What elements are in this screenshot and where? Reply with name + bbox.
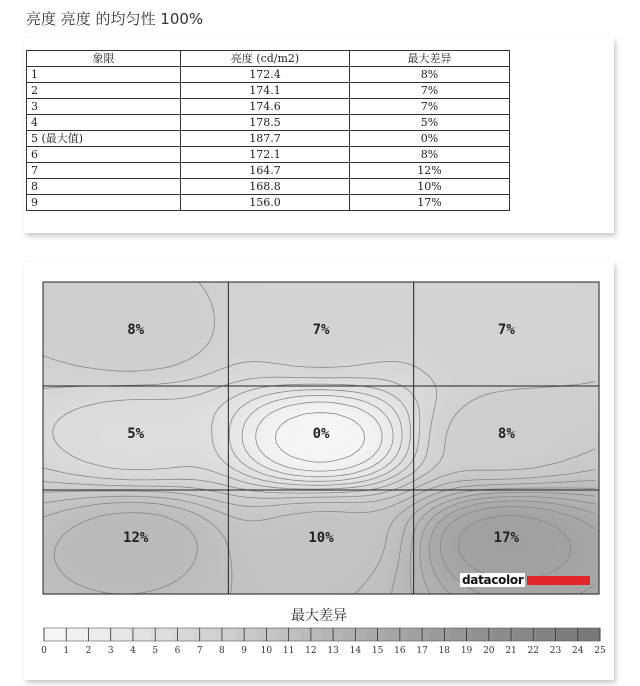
cell-max-difference: 0%	[350, 131, 510, 147]
cell-luminance: 168.8	[181, 179, 350, 195]
quadrant-label: 7%	[497, 322, 515, 338]
quadrant-label: 12%	[123, 530, 149, 546]
legend-tick-label: 10	[260, 646, 273, 656]
legend-tick-label: 15	[371, 646, 384, 656]
legend-tick-label: 24	[572, 646, 584, 656]
brand-name: datacolor	[462, 573, 524, 587]
legend-title: 最大差异	[291, 608, 347, 624]
legend-tick-label: 23	[549, 646, 562, 656]
legend-tick-label: 1	[63, 646, 70, 656]
cell-max-difference: 7%	[350, 83, 510, 99]
legend-swatch	[194, 628, 216, 641]
cell-quadrant: 7	[27, 163, 181, 179]
quadrant-label: 17%	[493, 530, 519, 546]
legend-swatch	[236, 628, 258, 641]
legend-tick-label: 5	[152, 646, 159, 656]
legend-swatch	[386, 628, 408, 641]
cell-max-difference: 10%	[350, 179, 510, 195]
brand-red-bar	[527, 576, 590, 585]
legend-tick-label: 19	[460, 646, 473, 656]
table-row	[27, 83, 510, 99]
legend-swatch	[44, 628, 66, 641]
cell-luminance: 187.7	[181, 131, 350, 147]
uniformity-table-card	[24, 38, 614, 233]
cell-quadrant: 3	[27, 99, 181, 115]
cell-quadrant: 4	[27, 115, 181, 131]
legend-tick-label: 3	[107, 646, 114, 656]
cell-max-difference: 5%	[350, 115, 510, 131]
cell-luminance: 172.4	[181, 67, 350, 83]
page-title: 亮度 亮度 的均匀性 100%	[26, 10, 204, 28]
cell-luminance: 178.5	[181, 115, 350, 131]
cell-luminance: 164.7	[181, 163, 350, 179]
cell-max-difference: 17%	[350, 195, 510, 211]
legend-swatch	[172, 628, 194, 641]
legend-swatch	[151, 628, 173, 641]
quadrant-label: 5%	[127, 426, 145, 442]
legend-tick-label: 21	[505, 646, 517, 656]
cell-luminance: 174.1	[181, 83, 350, 99]
table-row	[27, 163, 510, 179]
legend-swatch	[301, 628, 323, 641]
legend-swatch	[87, 628, 109, 641]
legend-swatch	[557, 628, 579, 641]
uniformity-table	[26, 50, 510, 211]
datacolor-logo	[460, 572, 590, 588]
cell-luminance: 172.1	[181, 147, 350, 163]
legend-swatch	[493, 628, 515, 641]
quadrant-label: 8%	[127, 322, 145, 338]
legend-tick-label: 9	[241, 646, 248, 656]
table-row	[27, 179, 510, 195]
legend-swatch	[365, 628, 387, 641]
cell-luminance: 174.6	[181, 99, 350, 115]
quadrant-label: 10%	[308, 530, 334, 546]
legend-swatch	[579, 628, 601, 641]
legend-swatch	[472, 628, 494, 641]
cell-quadrant: 2	[27, 83, 181, 99]
quadrant-label: 7%	[312, 322, 330, 338]
table-header-row	[27, 51, 510, 67]
legend-swatch	[258, 628, 280, 641]
cell-max-difference: 7%	[350, 99, 510, 115]
legend-swatch	[450, 628, 472, 641]
cell-max-difference: 8%	[350, 147, 510, 163]
legend-tick-label: 12	[305, 646, 317, 656]
cell-quadrant: 8	[27, 179, 181, 195]
legend-tick-label: 2	[85, 646, 92, 656]
legend-swatch	[65, 628, 87, 641]
legend-tick-label: 8	[219, 646, 225, 656]
legend-tick-label: 22	[527, 646, 540, 656]
legend-swatch	[408, 628, 430, 641]
quadrant-label: 8%	[497, 426, 515, 442]
table-row	[27, 67, 510, 83]
legend-tick-label: 14	[349, 646, 362, 656]
legend-swatch	[536, 628, 558, 641]
legend-tick-label: 17	[416, 646, 428, 656]
table-row	[27, 115, 510, 131]
legend-swatch	[215, 628, 237, 641]
legend-tick-label: 11	[282, 646, 295, 656]
legend-tick-label: 6	[174, 646, 181, 656]
table-body	[27, 67, 510, 211]
column-header-luminance: 亮度 (cd/m2)	[181, 51, 350, 67]
legend-swatch	[343, 628, 365, 641]
legend-tick-label: 0	[41, 646, 47, 656]
cell-max-difference: 8%	[350, 67, 510, 83]
cell-quadrant: 5 (最大值)	[27, 131, 181, 147]
legend-tick-label: 4	[130, 646, 136, 656]
contour-chart-card	[24, 262, 614, 680]
legend-swatch	[108, 628, 130, 641]
cell-quadrant: 9	[27, 195, 181, 211]
legend-tick-label: 13	[327, 646, 339, 656]
legend-tick-label: 25	[594, 646, 606, 656]
quadrant-label: 0%	[312, 426, 330, 442]
legend-tick-label: 16	[394, 646, 406, 656]
legend-tick-label: 7	[196, 646, 203, 656]
legend-swatch	[429, 628, 451, 641]
table-row	[27, 99, 510, 115]
legend-swatch	[279, 628, 301, 641]
cell-luminance: 156.0	[181, 195, 350, 211]
cell-quadrant: 6	[27, 147, 181, 163]
table-row	[27, 147, 510, 163]
cell-max-difference: 12%	[350, 163, 510, 179]
legend-tick-label: 20	[483, 646, 495, 656]
table-row	[27, 131, 510, 147]
cell-quadrant: 1	[27, 67, 181, 83]
legend-tick-label: 18	[438, 646, 451, 656]
column-header-max-difference: 最大差异	[350, 51, 510, 67]
table-row	[27, 195, 510, 211]
column-header-quadrant: 象限	[27, 51, 181, 67]
